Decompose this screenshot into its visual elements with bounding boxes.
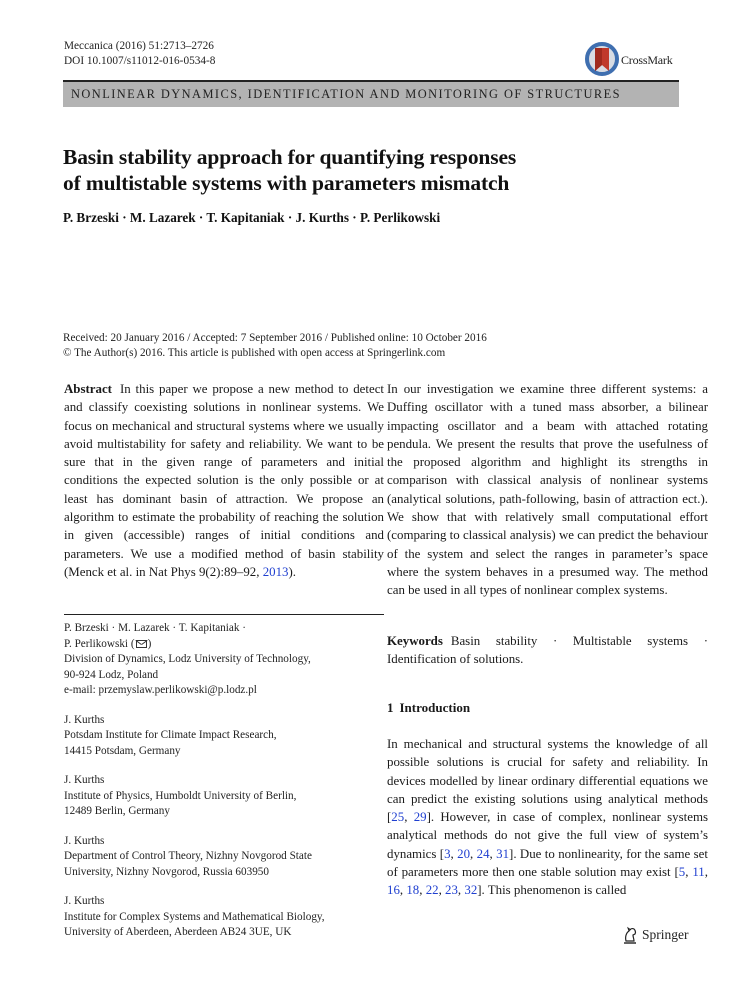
abstract <box>64 380 384 581</box>
affiliation-lodz <box>64 621 384 699</box>
citation-link[interactable]: 5 <box>678 865 686 880</box>
journal-reference <box>64 39 215 69</box>
journal-citation: Meccanica (2016) 51:2713–2726 <box>64 40 214 52</box>
section-heading-introduction <box>387 700 470 716</box>
citation-link[interactable]: 2013 <box>262 564 289 579</box>
footnote-divider <box>64 614 384 615</box>
abstract-label: Abstract <box>64 382 112 396</box>
citation-link[interactable]: 20 <box>457 846 471 861</box>
introduction-paragraph: In mechanical and structural systems the knowledge of all possible solutions is crucial for safety and reliability. In devices modelled by linear ordinary differential equations we can predict the existing solutions using analytical methods [25, 29]. However, in case of complex, nonlinear systems analytical methods do not give the full view of system’s dynamics [3, 20, 24, 31]. Due to nonlinearity, for the same set of parameters more then one stable solution may exist [5, 11, 16, 18, 22, 23, 32]. This phenomenon is called <box>387 737 708 898</box>
title-line-1: Basin stability approach for quantifying responses <box>63 145 517 169</box>
publisher-name: Springer <box>642 927 689 942</box>
affiliation-institution: Institute of Physics, Humboldt University of Berlin, <box>64 789 297 802</box>
keywords-text: Basin stability · Multistable systems · Identification of solutions. <box>387 634 708 667</box>
affiliation-potsdam <box>64 713 384 760</box>
section-number: 1 <box>387 700 394 715</box>
affiliation-name: J. Kurths <box>64 774 105 786</box>
abstract-text: In this paper we propose a new method to detect and classify coexisting solutions in nonlinear systems. We focus on mechanical and structural systems where we usually avoid multistability for safety and reliability. We want to be sure that in the given range of parameters and initial conditions the expected solution is the only possible or at least has dominant basin of attraction. We propose an algorithm to estimate the probability of reaching the solution in given (accessible) ranges of initial conditions and parameters. We use a modified method of basin stability (Menck et al. in Nat Phys 9(2):89–92, <box>64 382 384 579</box>
doi[interactable]: DOI 10.1007/s11012-016-0534-8 <box>64 55 216 67</box>
citation-link[interactable]: 18 <box>406 883 420 898</box>
crossmark-badge[interactable] <box>583 40 683 80</box>
envelope-icon <box>136 640 147 648</box>
affiliation-address: 90-924 Lodz, Poland <box>64 668 159 681</box>
affiliation-address: 12489 Berlin, Germany <box>64 805 170 817</box>
citation-link[interactable]: 25 <box>391 810 405 825</box>
crossmark-label: CrossMark <box>621 53 673 67</box>
affiliation-institution: Department of Control Theory, Nizhny Novgorod State <box>64 850 312 862</box>
affiliation-humboldt <box>64 773 384 820</box>
publisher-logo <box>622 926 689 944</box>
citation-link[interactable]: 3 <box>444 846 451 861</box>
corresponding-author: P. Perlikowski ( ) <box>64 637 152 650</box>
crossmark-icon <box>583 40 621 78</box>
affiliation-institution: Institute for Complex Systems and Mathematical Biology, <box>64 910 325 923</box>
affiliation-institution: Potsdam Institute for Climate Impact Research, <box>64 729 277 741</box>
citation-link[interactable]: 16 <box>387 883 400 898</box>
citation-link[interactable]: 22 <box>425 883 439 898</box>
citation-link[interactable]: 29 <box>413 810 427 825</box>
title-line-2: of multistable systems with parameters mismatch <box>63 171 510 195</box>
affiliation-address: University, Nizhny Novgorod, Russia 603950 <box>64 865 269 878</box>
affiliations <box>64 621 384 955</box>
citation-link[interactable]: 11 <box>692 865 705 880</box>
affiliation-name: J. Kurths <box>64 713 105 726</box>
section-title: Introduction <box>399 700 471 715</box>
affiliation-address: 14415 Potsdam, Germany <box>64 744 181 757</box>
citation-link[interactable]: 31 <box>496 846 510 861</box>
affiliation-name: J. Kurths <box>64 895 105 907</box>
citation-link[interactable]: 32 <box>464 883 478 898</box>
abstract-continued: In our investigation we examine three different systems: a Duffing oscillator with a tuned mass absorber, a bilinear impacting oscillator and a beam with attached rotating pendula. We present the results that prove the usefulness of the proposed algorithm and highlight its strengths in comparison with classical analysis of nonlinear systems (analytical solutions, path-following, basin of attraction ect.). We show that with relatively small computational effort (comparing to classical analysis) we can predict the behaviour of the system and select the ranges in parameter’s space where the system behaves in a presumed way. The method can be used in all types of nonlinear complex systems. <box>387 382 708 598</box>
affiliation-name: J. Kurths <box>64 834 105 847</box>
affiliation-aberdeen <box>64 894 384 941</box>
section-banner-text: NONLINEAR DYNAMICS, IDENTIFICATION AND MONITORING OF STRUCTURES <box>71 87 621 101</box>
springer-horse-icon <box>622 926 638 944</box>
affiliation-email[interactable]: e-mail: przemyslaw.perlikowski@p.lodz.pl <box>64 684 257 696</box>
article-title <box>63 144 683 196</box>
dates-line: Received: 20 January 2016 / Accepted: 7 September 2016 / Published online: 10 October 2016 <box>63 332 487 344</box>
affiliation-authors: P. Brzeski · M. Lazarek · T. Kapitaniak · <box>64 622 246 634</box>
affiliation-address: University of Aberdeen, Aberdeen AB24 3UE, UK <box>64 926 292 938</box>
section-banner <box>63 80 679 107</box>
affiliation-institution: Division of Dynamics, Lodz University of Technology, <box>64 653 311 665</box>
citation-link[interactable]: 23 <box>445 883 458 898</box>
citation-link[interactable]: 24 <box>476 846 490 861</box>
author-list: P. Brzeski · M. Lazarek · T. Kapitaniak · J. Kurths · P. Perlikowski <box>63 210 441 225</box>
copyright-line: © The Author(s) 2016. This article is published with open access at Springerlink.com <box>63 346 446 359</box>
keywords-label: Keywords <box>387 634 443 648</box>
affiliation-nizhny <box>64 834 384 881</box>
keywords <box>387 632 708 669</box>
abstract-text-end: ). <box>288 564 296 579</box>
publication-history <box>63 331 487 360</box>
